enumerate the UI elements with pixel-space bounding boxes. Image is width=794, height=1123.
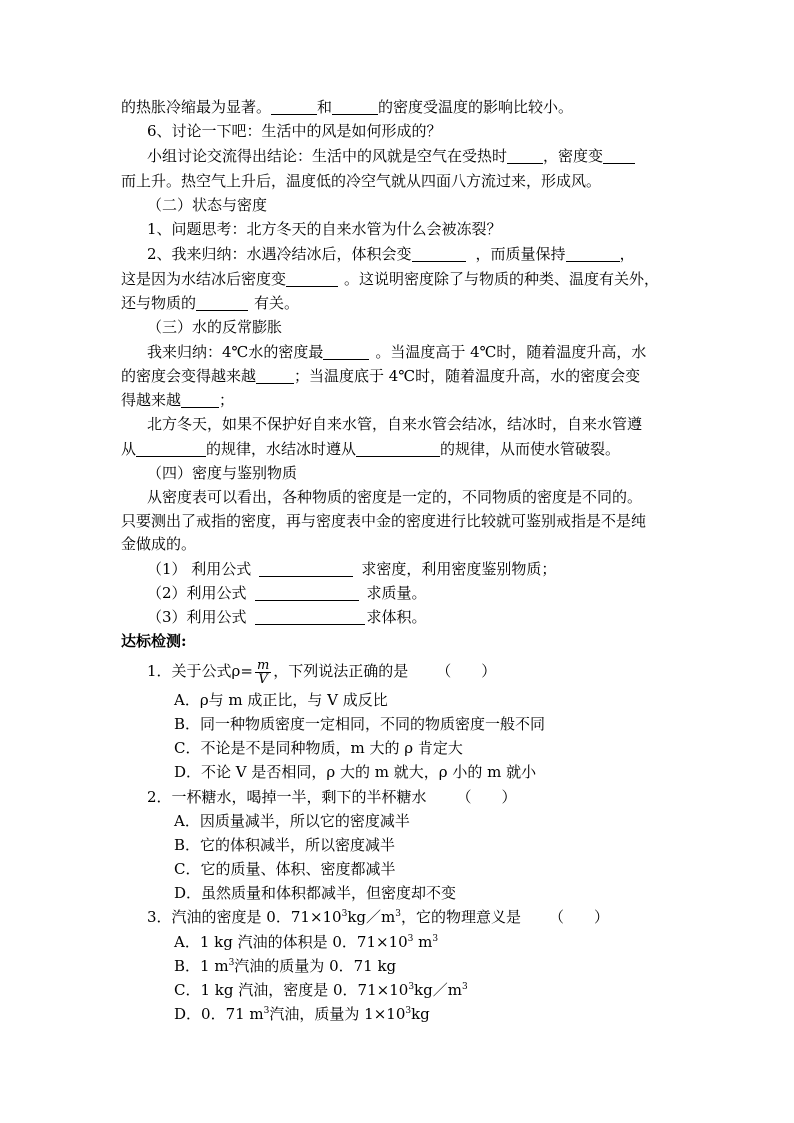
- blank: [259, 560, 353, 577]
- superscript: 3: [461, 982, 468, 992]
- test-q2-opt-d: D．虽然质量和体积都减半，但密度却不变: [174, 884, 457, 902]
- intro-text-a: 的热胀冷缩最为显著。: [121, 98, 272, 116]
- blank: [255, 584, 359, 601]
- intro-line: [121, 96, 573, 118]
- text: ；: [219, 391, 235, 409]
- text: 2、我来归纳：水遇冷结冰后，体积会变: [147, 245, 412, 263]
- answer-paren: （ ）: [436, 662, 497, 680]
- text: 2．一杯糖水，喝掉一半，剩下的半杯糖水: [147, 788, 427, 806]
- q6-title: 6、讨论一下吧：生活中的风是如何形成的？: [147, 122, 442, 140]
- text: 从: [121, 440, 137, 458]
- text: （2）利用公式: [147, 584, 247, 602]
- sec4-p1: 从密度表可以看出，各种物质的密度是一定的，不同物质的密度是不同的。: [147, 488, 643, 506]
- text: 有关。: [254, 294, 300, 312]
- q6-line2: 而上升。热空气上升后，温度低的冷空气就从四面八方流过来，形成风。: [121, 172, 602, 190]
- text: kg: [411, 1005, 430, 1023]
- sec2-q1: 1、问题思考：北方冬天的自来水管为什么会被冻裂？: [147, 220, 502, 238]
- test-q1-opt-c: C．不论是不是同种物质，m 大的 ρ 肯定大: [174, 739, 463, 757]
- text: 的规律，从而使水管破裂。: [440, 440, 621, 458]
- text: 求质量。: [366, 584, 427, 602]
- test-q1-stem: [147, 656, 496, 686]
- test-q1-opt-d: D．不论 V 是否相同，ρ 大的 m 就大，ρ 小的 m 就小: [174, 763, 537, 781]
- text: 的密度会变得越来越: [121, 367, 257, 385]
- text: 汽油，质量为 1×10: [269, 1005, 406, 1023]
- text: B．1 m: [174, 957, 229, 975]
- formula-fraction: [255, 659, 271, 686]
- text: 汽油的质量为 0．71 kg: [234, 957, 397, 975]
- sec3-heading: （三）水的反常膨胀: [147, 318, 283, 336]
- blank: [566, 245, 620, 262]
- superscript: 3: [341, 909, 348, 919]
- text: 。这说明密度除了与物质的种类、温度有关外，: [344, 270, 660, 288]
- text: 得越来越: [121, 391, 182, 409]
- fraction-numerator: m: [256, 657, 270, 673]
- test-q2-opt-b: B．它的体积减半，所以密度减半: [174, 836, 396, 854]
- text: 我来归纳：4℃水的密度最: [147, 343, 324, 361]
- sec4-formula-3: [147, 606, 427, 628]
- q6-text-a: 小组讨论交流得出结论：生活中的风就是空气在受热时: [147, 147, 508, 165]
- sec2-q2-line2: [121, 268, 659, 290]
- blank: [271, 98, 317, 115]
- test-q3-opt-b: [174, 955, 396, 977]
- test-q2-opt-a: A．因质量减半，所以它的密度减半: [174, 812, 410, 830]
- q6-text-b: ，密度变: [543, 147, 604, 165]
- text: kg／m: [347, 908, 396, 926]
- test-heading: 达标检测:: [121, 632, 187, 650]
- blank: [603, 147, 635, 164]
- text: 3．汽油的密度是 0．71×10: [147, 908, 342, 926]
- test-q2-opt-c: C．它的质量、体积、密度都减半: [174, 860, 396, 878]
- text: ，它的物理意义是: [401, 908, 522, 926]
- superscript: 3: [228, 958, 235, 968]
- blank: [286, 270, 338, 287]
- sec4-formula-1: [147, 558, 556, 580]
- sec3-p2-line2: [121, 438, 620, 460]
- answer-paren: （ ）: [549, 908, 610, 926]
- superscript: 3: [395, 909, 401, 919]
- q6-line1: [147, 145, 635, 167]
- blank: [181, 391, 219, 408]
- answer-paren: （ ）: [456, 788, 517, 806]
- test-q3-opt-c: [174, 979, 468, 1001]
- text: 1．关于公式ρ=: [147, 662, 253, 680]
- text: ，: [619, 245, 635, 263]
- sec3-p2-line1: 北方冬天，如果不保护好自来水管，自来水管会结冰，结冰时，自来水管遵: [147, 415, 643, 433]
- test-q1-opt-a: A．ρ与 m 成正比，与 V 成反比: [174, 691, 388, 709]
- sec2-q2-line3: [121, 292, 299, 314]
- intro-text-b: 和: [317, 98, 333, 116]
- superscript: 3: [432, 934, 439, 944]
- superscript: 3: [405, 1006, 412, 1016]
- blank: [323, 343, 369, 360]
- blank: [256, 367, 294, 384]
- sec4-heading: （四）密度与鉴别物质: [147, 464, 298, 482]
- text: 。当温度高于 4℃时，随着温度升高，水: [375, 343, 647, 361]
- text: m: [413, 933, 433, 951]
- sec2-q2-line1: [147, 243, 635, 265]
- test-q3-opt-a: [174, 931, 438, 953]
- blank: [507, 147, 543, 164]
- text: ，下列说法正确的是: [273, 662, 409, 680]
- text: 这是因为水结冰后密度变: [121, 270, 287, 288]
- text: kg／m: [414, 981, 462, 999]
- text: C．1 kg 汽油，密度是 0．71×10: [174, 981, 409, 999]
- superscript: 3: [407, 934, 414, 944]
- test-q1-opt-b: B．同一种物质密度一定相同，不同的物质密度一般不同: [174, 715, 546, 733]
- intro-text-c: 的密度受温度的影响比较小。: [378, 98, 574, 116]
- test-q3-opt-d: [174, 1003, 430, 1025]
- test-q3-stem: [147, 906, 609, 928]
- sec3-p1-line2: [121, 365, 640, 387]
- text: （1） 利用公式: [147, 560, 252, 578]
- blank: [412, 245, 466, 262]
- blank: [255, 608, 365, 625]
- text: 求体积。: [366, 608, 427, 626]
- sec4-formula-2: [147, 582, 427, 604]
- test-q2-stem: [147, 786, 517, 808]
- fraction-denominator: V: [258, 671, 268, 687]
- sec3-p1-line3: [121, 389, 234, 411]
- superscript: 3: [263, 1006, 270, 1016]
- text: （3）利用公式: [147, 608, 247, 626]
- sec4-p3: 金做成的。: [121, 535, 197, 553]
- text: D．0．71 m: [174, 1005, 264, 1023]
- sec3-p1-line1: [147, 341, 646, 363]
- text: 求密度，利用密度鉴别物质；: [361, 560, 557, 578]
- blank: [196, 294, 248, 311]
- blank: [136, 440, 206, 457]
- sec2-heading: （二）状态与密度: [147, 196, 268, 214]
- text: ，而质量保持: [475, 245, 566, 263]
- text: A．1 kg 汽油的体积是 0．71×10: [174, 933, 408, 951]
- text: ；当温度底于 4℃时，随着温度升高，水的密度会变: [294, 367, 641, 385]
- blank: [356, 440, 440, 457]
- blank: [332, 98, 378, 115]
- text: 的规律，水结冰时遵从: [206, 440, 357, 458]
- text: 还与物质的: [121, 294, 197, 312]
- sec4-p2: 只要测出了戒指的密度，再与密度表中金的密度进行比较就可鉴别戒指是不是纯: [121, 512, 647, 530]
- superscript: 3: [408, 982, 415, 992]
